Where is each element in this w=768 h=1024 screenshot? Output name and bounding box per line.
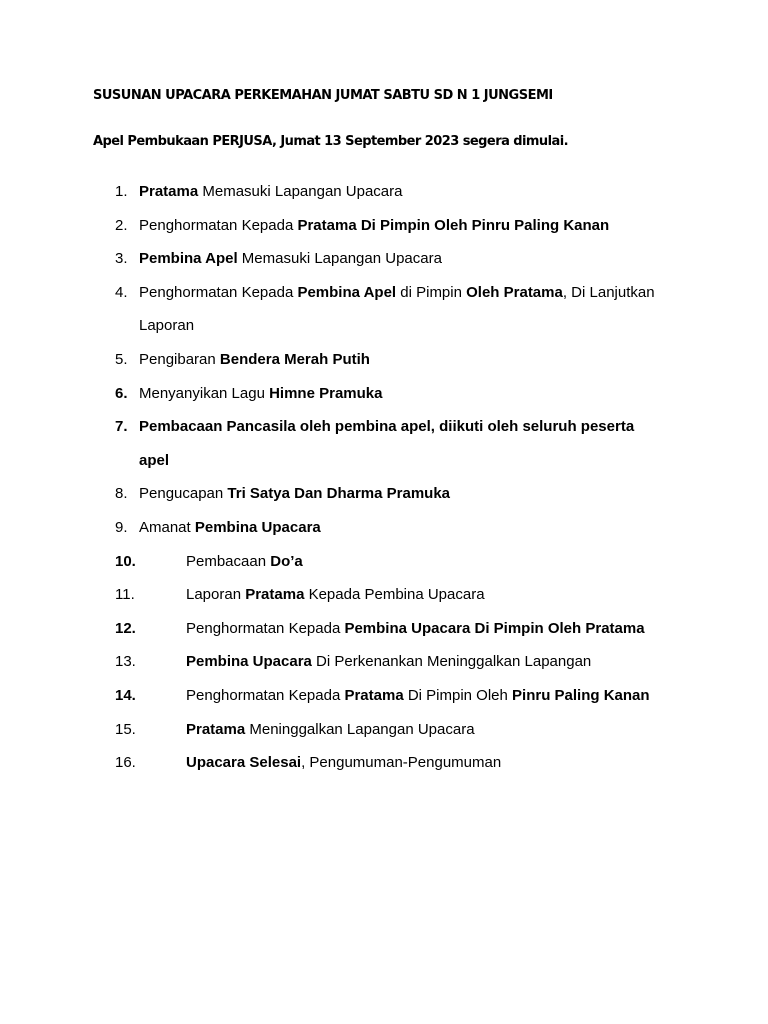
agenda-item-text [186, 713, 686, 747]
agenda-item-text-regular: Menyanyikan Lagu [139, 384, 270, 402]
agenda-item-text-bold: Pinru Paling Kanan [512, 686, 650, 704]
agenda-item-text-regular: Memasuki Lapangan Upacara [198, 183, 403, 200]
agenda-item-text-regular: Penghormatan Kepada [139, 283, 298, 301]
agenda-item-text-bold: Pembacaan Pancasila oleh pembina apel, diikuti oleh seluruh peserta apel [139, 418, 635, 469]
agenda-item-text-regular: , Pengumuman-Pengumuman [301, 754, 502, 772]
agenda-item-text-bold: Himne Pramuka [269, 384, 383, 402]
agenda-item-text-regular: Laporan [186, 586, 246, 604]
agenda-item-text-regular: Pembacaan [186, 552, 271, 570]
agenda-item-number: 15. [115, 720, 136, 738]
agenda-item-number: 2. [115, 216, 128, 234]
agenda-item-text [186, 746, 686, 780]
agenda-item-text-regular: di Pimpin [396, 283, 467, 301]
agenda-item-text-bold: Pratama [139, 183, 199, 200]
agenda-item-text-bold: Pembina Upacara [194, 518, 321, 536]
agenda-item-number: 10. [115, 552, 136, 570]
agenda-item-text [139, 209, 659, 243]
agenda-item-text-regular: , Di Lanjutkan Laporan [139, 283, 655, 335]
agenda-item [0, 679, 768, 713]
agenda-item-text-regular: Penghormatan Kepada [186, 686, 345, 704]
agenda-item-text-regular: Di Pimpin Oleh [403, 686, 513, 704]
agenda-item-text-regular: Kepada Pembina Upacara [304, 586, 485, 604]
agenda-item [0, 175, 768, 209]
agenda-item-text [186, 645, 686, 679]
agenda-item [0, 645, 768, 679]
agenda-item-number: 11. [115, 586, 135, 604]
agenda-item-text-bold: Pembina Apel [139, 250, 238, 268]
agenda-item-number: 14. [115, 686, 136, 704]
agenda-item-text-bold: Pembina Upacara Di Pimpin Oleh Pratama [344, 619, 645, 637]
agenda-item-text-bold: Pembina Apel [297, 283, 397, 301]
agenda-item-text-bold: Bendera Merah Putih [219, 350, 370, 368]
agenda-item-number: 13. [115, 653, 136, 671]
agenda-item-text [139, 377, 659, 411]
agenda-item-text-bold: Upacara Selesai [186, 754, 302, 772]
agenda-item-text [186, 612, 686, 646]
agenda-item-text-bold: Oleh Pratama [466, 283, 563, 301]
document-subtitle: Apel Pembukaan PERJUSA, Jumat 13 September 2023 segera dimulai. [93, 134, 569, 149]
agenda-item-text-regular: Meninggalkan Lapangan Upacara [245, 720, 475, 738]
agenda-item-text [139, 511, 659, 545]
agenda-item-text [186, 679, 686, 713]
agenda-item-text [139, 343, 659, 377]
document-title: SUSUNAN UPACARA PERKEMAHAN JUMAT SABTU SD N 1 JUNGSEMI [93, 88, 553, 103]
agenda-item-number: 8. [115, 485, 128, 503]
agenda-item-number: 4. [115, 283, 128, 301]
agenda-item-number: 5. [115, 350, 128, 368]
agenda-item-text-bold: Pratama [186, 720, 246, 738]
agenda-item-number: 1. [115, 183, 128, 200]
agenda-item-text-regular: Penghormatan Kepada [186, 619, 345, 637]
agenda-item [0, 477, 768, 511]
agenda-item [0, 276, 768, 343]
agenda-item-text-bold: Pratama [344, 686, 404, 704]
agenda-item-text [139, 276, 659, 343]
agenda-item [0, 377, 768, 411]
agenda-item-text-bold: Do’a [270, 552, 303, 570]
agenda-item-text [139, 242, 659, 276]
agenda-item-text [186, 545, 686, 579]
agenda-item-number: 3. [115, 250, 128, 268]
agenda-item-text [139, 477, 659, 511]
agenda-item-text [139, 410, 659, 477]
agenda-item-text [186, 578, 686, 612]
agenda-item [0, 612, 768, 646]
agenda-item-text-regular: Pengucapan [139, 485, 228, 503]
agenda-item [0, 511, 768, 545]
agenda-item-text [139, 175, 659, 209]
agenda-item-text-bold: Pratama [245, 586, 305, 604]
agenda-item-number: 12. [115, 619, 136, 637]
agenda-item-number: 9. [115, 518, 128, 536]
agenda-item [0, 343, 768, 377]
agenda-item-text-regular: Di Perkenankan Meninggalkan Lapangan [311, 653, 592, 671]
agenda-item [0, 242, 768, 276]
agenda-item-text-regular: Penghormatan Kepada [139, 216, 298, 234]
agenda-item [0, 578, 768, 612]
agenda-item-text-regular: Amanat [139, 518, 195, 536]
agenda-item [0, 713, 768, 747]
agenda-item [0, 410, 768, 477]
agenda-item-text-bold: Pratama Di Pimpin Oleh Pinru Paling Kanan [297, 216, 610, 234]
agenda-item-text-bold: Pembina Upacara [186, 653, 312, 671]
agenda-item-number: 7. [115, 418, 128, 436]
agenda-list [0, 175, 768, 780]
agenda-item-number: 6. [115, 384, 128, 402]
agenda-item [0, 209, 768, 243]
agenda-item-text-bold: Tri Satya Dan Dharma Pramuka [227, 485, 451, 503]
agenda-item-text-regular: Memasuki Lapangan Upacara [237, 250, 442, 268]
agenda-item-number: 16. [115, 754, 136, 772]
agenda-item [0, 545, 768, 579]
agenda-item [0, 746, 768, 780]
agenda-item-text-regular: Pengibaran [139, 350, 220, 368]
